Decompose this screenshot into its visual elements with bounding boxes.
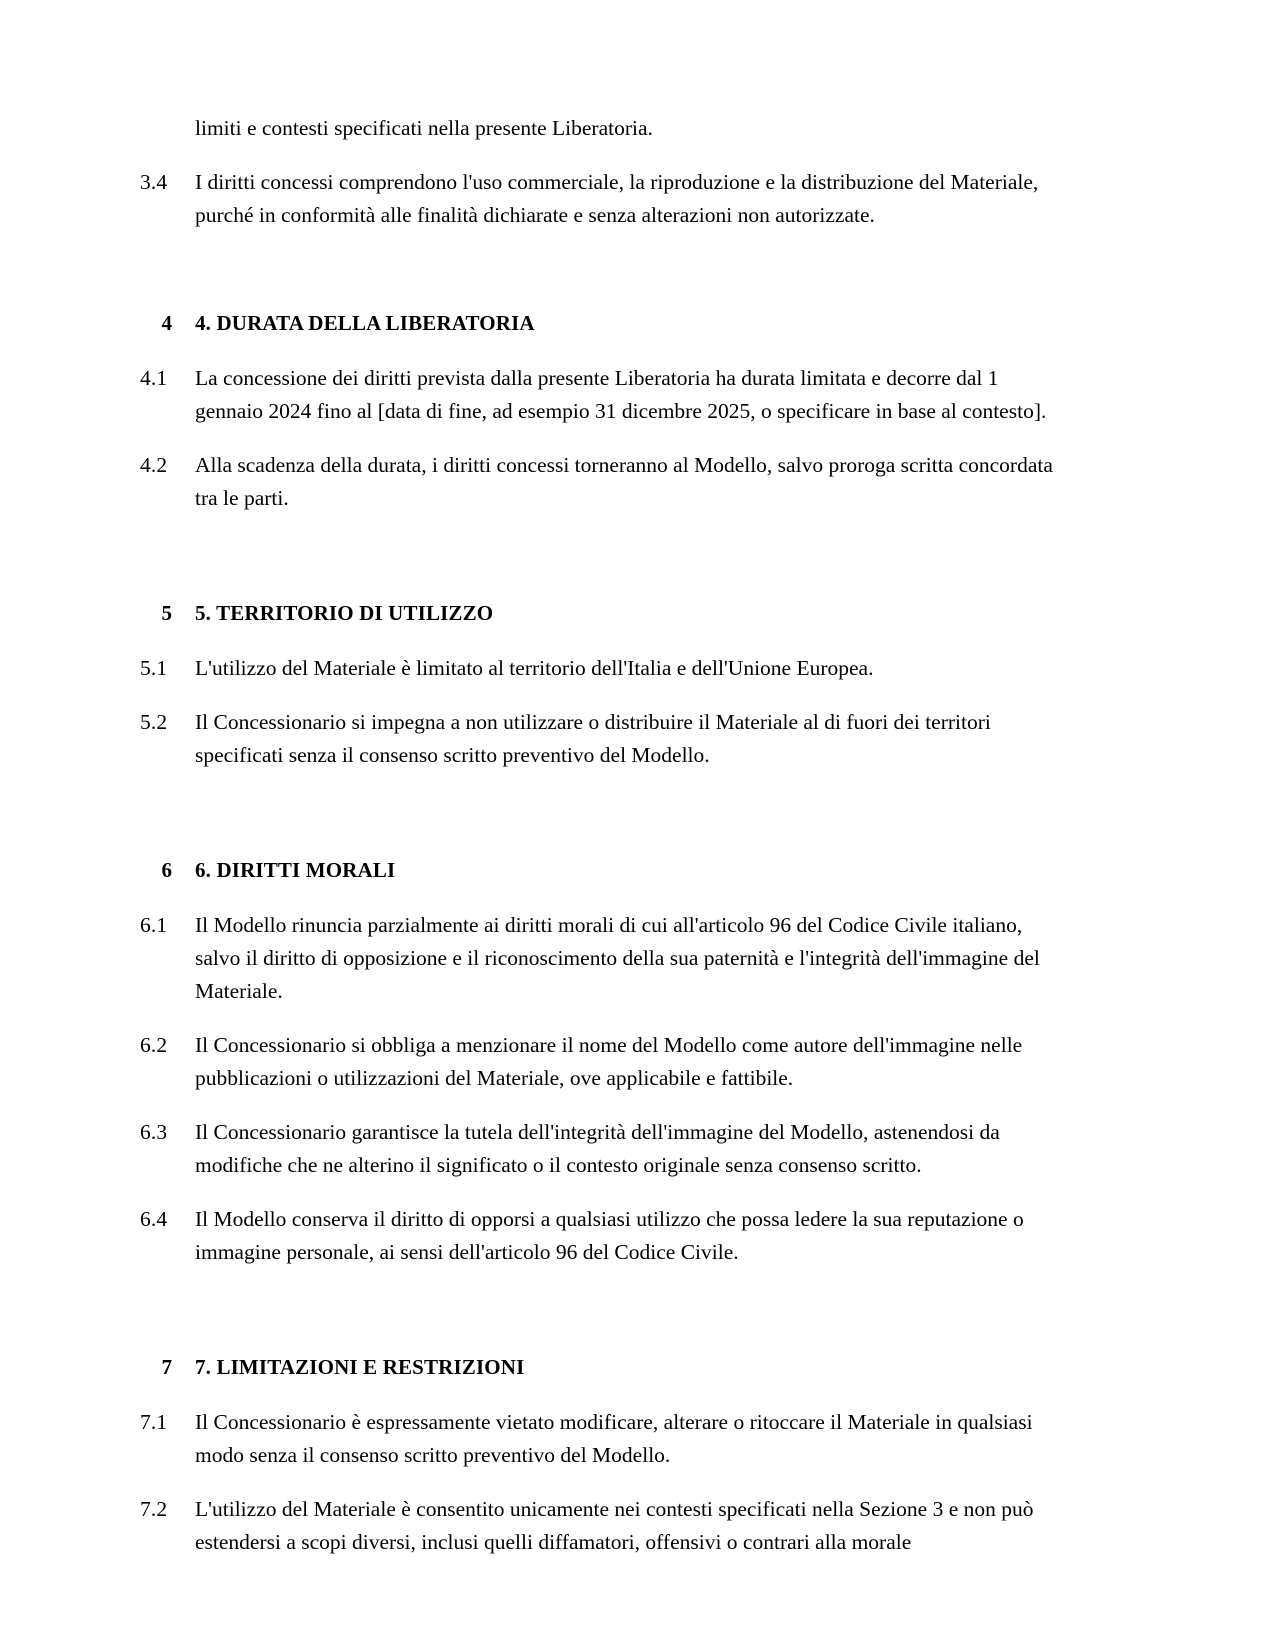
clause-6-2: [0, 1029, 1275, 1095]
clause-text: limiti e contesti specificati nella presente Liberatoria.: [195, 116, 653, 140]
clause-number: 7.2: [140, 1497, 168, 1521]
clause-text: Il Concessionario si obbliga a menzionare il nome del Modello come autore dell'immagine nelle pubblicazioni o utilizzazioni del Materiale, ove applicabile e fattibile.: [195, 1033, 1023, 1090]
clause-text: Il Concessionario è espressamente vietato modificare, alterare o ritoccare il Materiale in qualsiasi modo senza il consenso scritto preventivo del Modello.: [195, 1410, 1033, 1467]
clause-5-1: [0, 652, 1275, 685]
heading-spacer: [0, 1398, 1275, 1406]
clause-number: 4.2: [140, 453, 168, 477]
clause-text: Il Modello conserva il diritto di opporsi a qualsiasi utilizzo che possa ledere la sua reputazione o immagine personale, ai sensi dell'articolo 96 del Codice Civile.: [195, 1207, 1024, 1264]
clause-5-2: [0, 706, 1275, 772]
section-title: 7. LIMITAZIONI E RESTRIZIONI: [195, 1355, 525, 1379]
section-number: 5: [161, 601, 172, 625]
section-spacer: [0, 536, 1275, 598]
section-heading-7: [0, 1352, 1275, 1382]
clause-text: Il Concessionario garantisce la tutela dell'integrità dell'immagine del Modello, astenendosi da modifiche che ne alterino il significato o il contesto originale senza consenso scritto.: [195, 1120, 1000, 1177]
section-title: 5. TERRITORIO DI UTILIZZO: [195, 601, 494, 625]
paragraph-continuation: [0, 112, 1275, 145]
clause-number: 5.2: [140, 710, 168, 734]
clause-number: 4.1: [140, 366, 168, 390]
clause-3-4: [0, 166, 1275, 232]
clause-number: 3.4: [140, 170, 168, 194]
clause-6-3: [0, 1116, 1275, 1182]
clause-number: 6.1: [140, 913, 168, 937]
section-heading-5: [0, 598, 1275, 628]
heading-spacer: [0, 644, 1275, 652]
section-spacer: [0, 1290, 1275, 1352]
clause-7-2: [0, 1493, 1275, 1559]
section-title: 6. DIRITTI MORALI: [195, 858, 396, 882]
heading-spacer: [0, 354, 1275, 362]
section-number: 4: [161, 311, 172, 335]
clause-4-1: [0, 362, 1275, 428]
clause-6-4: [0, 1203, 1275, 1269]
section-number: 6: [161, 858, 172, 882]
clause-text: La concessione dei diritti prevista dalla presente Liberatoria ha durata limitata e decorre dal 1 gennaio 2024 fino al [data di fine, ad esempio 31 dicembre 2025, o specificare in base al contesto].: [195, 366, 1047, 423]
clause-text: L'utilizzo del Materiale è consentito unicamente nei contesti specificati nella Sezione 3 e non può estendersi a scopi diversi, inclusi quelli diffamatori, offensivi o contrari alla morale: [195, 1497, 1034, 1554]
top-margin-spacer: [0, 0, 1275, 112]
clause-number: 6.2: [140, 1033, 168, 1057]
section-number: 7: [161, 1355, 172, 1379]
section-heading-4: [0, 308, 1275, 338]
clause-text: L'utilizzo del Materiale è limitato al territorio dell'Italia e dell'Unione Europea.: [195, 656, 874, 680]
clause-number: 5.1: [140, 656, 168, 680]
clause-4-2: [0, 449, 1275, 515]
clause-text: Il Concessionario si impegna a non utilizzare o distribuire il Materiale al di fuori dei territori specificati senza il consenso scritto preventivo del Modello.: [195, 710, 991, 767]
clause-7-1: [0, 1406, 1275, 1472]
section-spacer: [0, 793, 1275, 855]
section-heading-6: [0, 855, 1275, 885]
clause-text: Alla scadenza della durata, i diritti concessi torneranno al Modello, salvo proroga scritta concordata tra le parti.: [195, 453, 1053, 510]
section-spacer: [0, 253, 1275, 308]
clause-text: I diritti concessi comprendono l'uso commerciale, la riproduzione e la distribuzione del Materiale, purché in conformità alle finalità dichiarate e senza alterazioni non autorizzate.: [195, 170, 1039, 227]
clause-text: Il Modello rinuncia parzialmente ai diritti morali di cui all'articolo 96 del Codice Civile italiano, salvo il diritto di opposizione e il riconoscimento della sua paternità e l'integrità dell'immagine del Materiale.: [195, 913, 1040, 1003]
clause-number: 6.3: [140, 1120, 168, 1144]
clause-number: 7.1: [140, 1410, 168, 1434]
clause-number: 6.4: [140, 1207, 168, 1231]
clause-6-1: [0, 909, 1275, 1008]
section-title: 4. DURATA DELLA LIBERATORIA: [195, 311, 535, 335]
heading-spacer: [0, 901, 1275, 909]
